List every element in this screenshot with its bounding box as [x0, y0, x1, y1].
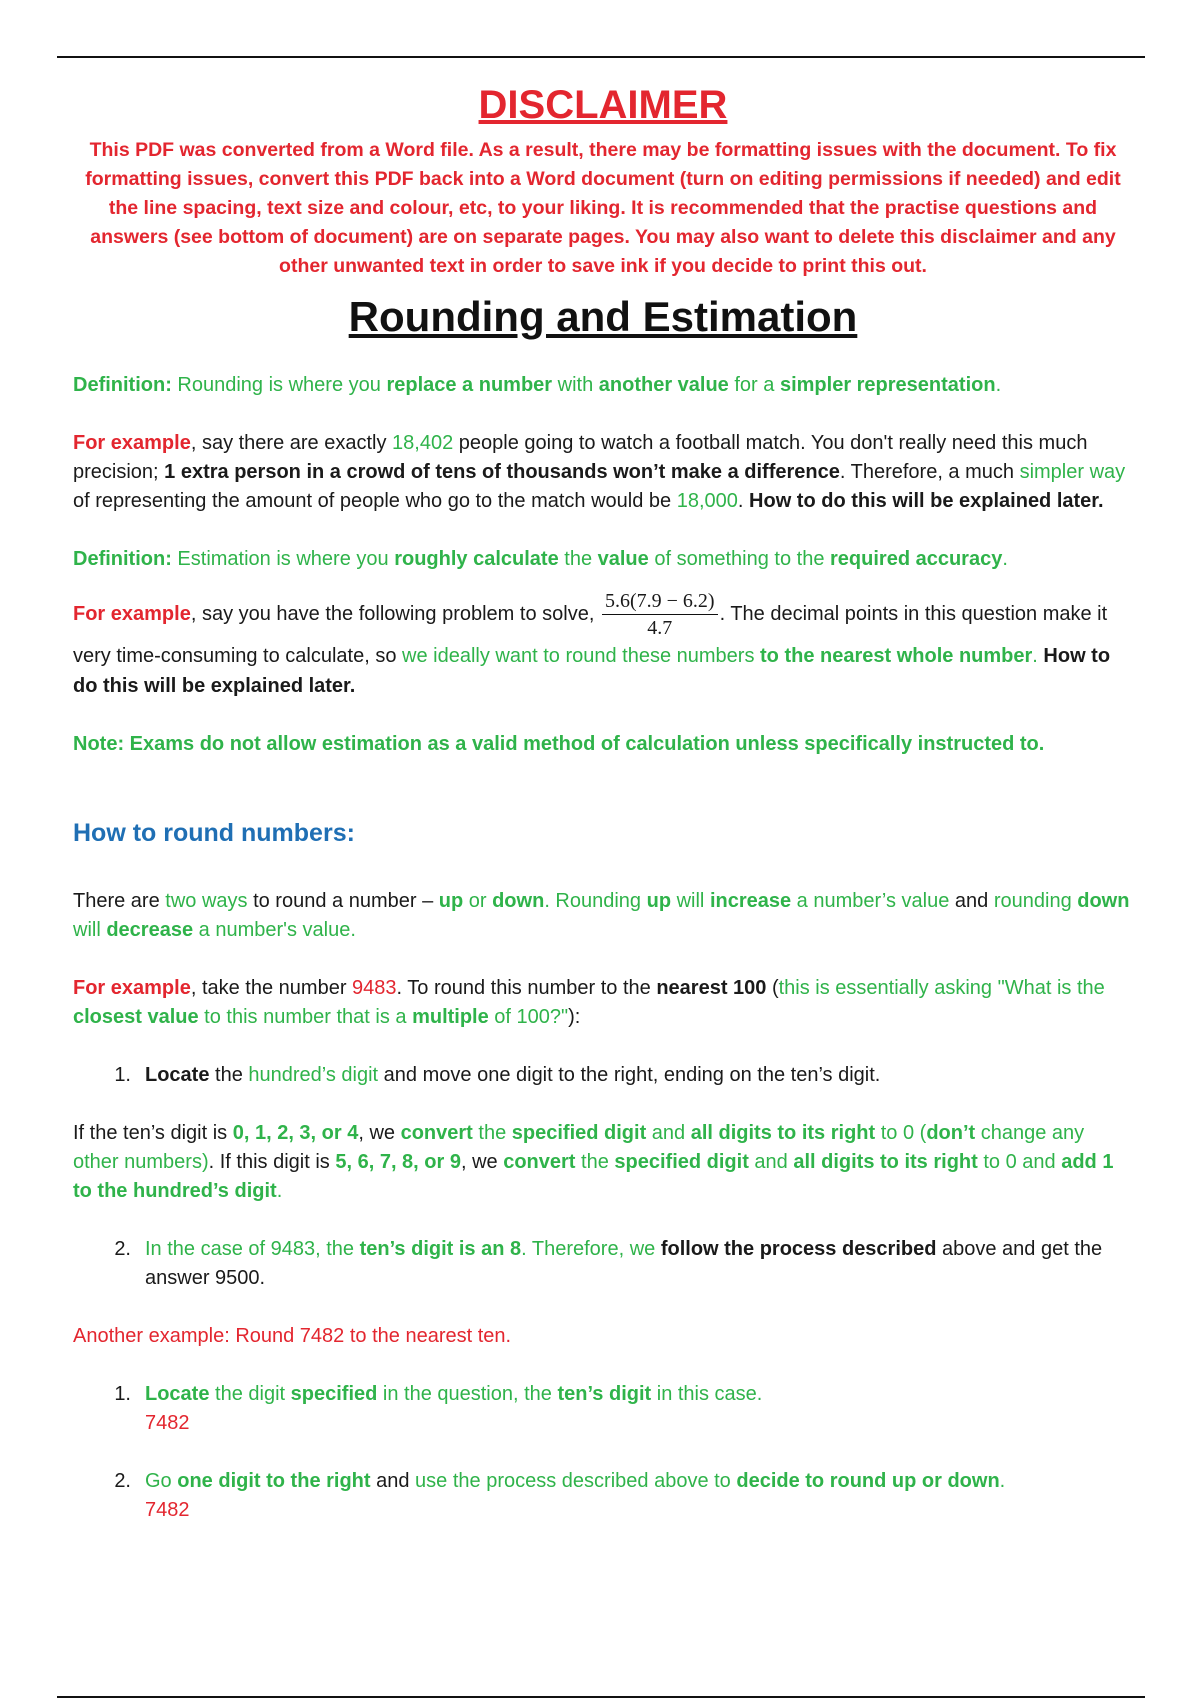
- text-run: ten’s digit is an 8: [359, 1238, 522, 1260]
- definition-text: of something to the: [648, 548, 831, 570]
- disclaimer-title: DISCLAIMER: [478, 83, 728, 127]
- definition-text: with: [552, 374, 599, 396]
- text-run: ten’s digit: [557, 1383, 652, 1405]
- example-text: .: [1032, 645, 1044, 667]
- text-run: to 0 and: [977, 1151, 1062, 1173]
- text-run: don’t: [926, 1122, 976, 1144]
- text-run: and: [370, 1470, 416, 1492]
- example-text: How to do this will be explained later.: [749, 490, 1104, 512]
- definition-text: roughly calculate: [394, 548, 559, 570]
- example-value: 7482: [145, 1499, 190, 1521]
- definition-label: Definition:: [73, 548, 172, 570]
- text-run: the: [472, 1122, 512, 1144]
- estimation-example: [73, 588, 1133, 701]
- definition-text: value: [597, 548, 649, 570]
- example-text: we ideally want to round these numbers: [402, 645, 761, 667]
- definition-text: replace a number: [386, 374, 553, 396]
- text-run: . If this digit is: [208, 1151, 336, 1173]
- text-run: the: [209, 1064, 249, 1086]
- example-text: multiple: [412, 1006, 489, 1028]
- definition-text: .: [995, 374, 1002, 396]
- list-item-text: [145, 1235, 1133, 1293]
- example-text: .: [737, 490, 750, 512]
- football-example: [73, 429, 1133, 516]
- definition-label: Definition:: [73, 374, 172, 396]
- text-run: in this case.: [651, 1383, 763, 1405]
- text-run: all digits to its right: [793, 1151, 978, 1173]
- estimation-definition: [73, 545, 1133, 574]
- list-number: 1.: [114, 1064, 131, 1086]
- text-run: will: [73, 919, 107, 941]
- fraction-denominator: 4.7: [647, 617, 673, 639]
- example-number: 18,000: [676, 490, 738, 512]
- text-run: convert: [400, 1122, 473, 1144]
- definition-text: another value: [598, 374, 729, 396]
- another-example: Another example: Round 7482 to the nearest ten.: [73, 1325, 512, 1347]
- text-run: in the question, the: [377, 1383, 558, 1405]
- example-text: this is essentially asking "What is the: [778, 977, 1105, 999]
- example-text: nearest 100: [656, 977, 767, 999]
- text-run: follow the process described: [660, 1238, 937, 1260]
- list-item-text: [145, 1061, 1133, 1090]
- text-run: a number's value.: [193, 919, 356, 941]
- text-run: change any other numbers): [73, 1122, 1085, 1173]
- section-heading: How to round numbers:: [73, 819, 355, 847]
- definition-text: Rounding is where you: [171, 374, 387, 396]
- text-run: to 0 (: [875, 1122, 927, 1144]
- text-run: In the case of 9483, the: [145, 1238, 360, 1260]
- text-run: down: [492, 890, 545, 912]
- text-run: hundred’s digit: [248, 1064, 379, 1086]
- example-text: people going to watch a football match. You don't really need this much precision;: [73, 432, 1088, 483]
- fraction-numerator: 5.6(7.9 − 6.2): [602, 588, 718, 615]
- example-text: to the nearest whole number: [760, 645, 1033, 667]
- list-item-text: [145, 1467, 1133, 1525]
- example-text: simpler way: [1019, 461, 1126, 483]
- text-run: specified digit: [614, 1151, 749, 1173]
- example-label: For example: [73, 977, 191, 999]
- text-run: decide to round up or down: [736, 1470, 1000, 1492]
- text-run: , we: [358, 1122, 401, 1144]
- text-run: If the ten’s digit is: [73, 1122, 233, 1144]
- text-run: . Rounding: [544, 890, 647, 912]
- bottom-rule: [57, 1696, 1145, 1698]
- text-run: use the process described above to: [415, 1470, 737, 1492]
- text-run: up: [646, 890, 672, 912]
- exam-note: Note: Exams do not allow estimation as a valid method of calculation unless specifically instructed to.: [73, 733, 1045, 755]
- list-item: [73, 1061, 1133, 1090]
- page-title: Rounding and Estimation: [348, 293, 858, 340]
- steps-list-2: [73, 1235, 1133, 1293]
- text-run: up: [438, 890, 464, 912]
- definition-text: simpler representation: [779, 374, 996, 396]
- text-run: Go: [145, 1470, 178, 1492]
- definition-text: Estimation is where you: [171, 548, 395, 570]
- document-page: [73, 60, 1133, 1525]
- definition-text: for a: [728, 374, 780, 396]
- example-text: to this number that is a: [198, 1006, 413, 1028]
- example-text: closest value: [73, 1006, 199, 1028]
- example-label: For example: [73, 432, 191, 454]
- text-run: There are: [73, 890, 166, 912]
- text-run: one digit to the right: [177, 1470, 371, 1492]
- list-number: 2.: [114, 1470, 131, 1492]
- text-run: above and get the answer 9500.: [145, 1238, 1103, 1289]
- fraction-expression: [602, 588, 718, 641]
- text-run: 0, 1, 2, 3, or 4: [232, 1122, 359, 1144]
- text-run: . Therefore, we: [521, 1238, 661, 1260]
- nearest-100-example: [73, 974, 1133, 1032]
- text-run: decrease: [106, 919, 194, 941]
- example-text: . Therefore, a much: [839, 461, 1020, 483]
- top-rule: [57, 56, 1145, 58]
- text-run: the: [575, 1151, 615, 1173]
- text-run: or: [463, 890, 493, 912]
- disclaimer-text: This PDF was converted from a Word file. As a result, there may be formatting issues with the document. To fix formatting issues, convert this PDF back into a Word document (turn on editing permissions if needed) and edit the line spacing, text size and colour, etc, to your liking. It is recommended that the practise questions and answers (see bottom of document) are on separate pages. You may also want to delete this disclaimer and any other unwanted text in order to save ink if you decide to print this out.: [85, 139, 1121, 277]
- example-text: . The decimal points in this question make it very time-consuming to calculate, so: [73, 602, 1108, 667]
- steps-list-3: [73, 1380, 1133, 1525]
- text-run: Locate: [145, 1383, 210, 1405]
- text-run: rounding: [993, 890, 1078, 912]
- example-text: of representing the amount of people who go to the match would be: [73, 490, 677, 512]
- text-run: specified digit: [511, 1122, 647, 1144]
- list-item: [73, 1467, 1133, 1525]
- text-run: convert: [503, 1151, 576, 1173]
- text-run: and: [949, 890, 994, 912]
- text-run: add 1 to the hundred’s digit: [73, 1151, 1114, 1202]
- example-value: 7482: [145, 1412, 190, 1434]
- rounding-definition: [73, 371, 1133, 400]
- text-run: Locate: [145, 1064, 210, 1086]
- text-run: to round a number –: [247, 890, 439, 912]
- text-run: specified: [290, 1383, 378, 1405]
- text-run: down: [1077, 890, 1130, 912]
- example-number: 18,402: [392, 432, 454, 454]
- text-run: and: [646, 1122, 691, 1144]
- text-run: 5, 6, 7, 8, or 9: [335, 1151, 461, 1173]
- example-text: ):: [568, 1006, 581, 1028]
- rounding-ways: [73, 887, 1133, 945]
- text-run: the digit: [209, 1383, 291, 1405]
- steps-list-1: [73, 1061, 1133, 1090]
- example-text: of 100?": [488, 1006, 569, 1028]
- example-text: How to do this will be explained later.: [73, 645, 1111, 697]
- definition-text: the: [558, 548, 598, 570]
- text-run: .: [999, 1470, 1006, 1492]
- list-item: [73, 1235, 1133, 1293]
- example-text: (: [766, 977, 779, 999]
- text-run: .: [276, 1180, 283, 1202]
- list-spacer: [73, 1438, 1133, 1467]
- rounding-rule: [73, 1119, 1133, 1206]
- text-run: two ways: [165, 890, 248, 912]
- example-text: , take the number: [190, 977, 353, 999]
- example-text: . To round this number to the: [396, 977, 657, 999]
- example-text: , say you have the following problem to solve,: [190, 602, 600, 625]
- definition-text: .: [1002, 548, 1008, 570]
- list-item-text: [145, 1380, 1133, 1438]
- text-run: a number’s value: [791, 890, 950, 912]
- list-item: [73, 1380, 1133, 1438]
- text-run: , we: [460, 1151, 504, 1173]
- example-number: 9483: [352, 977, 397, 999]
- text-run: and: [748, 1151, 794, 1173]
- list-number: 1.: [114, 1383, 131, 1405]
- list-number: 2.: [114, 1238, 131, 1260]
- example-label: For example: [73, 602, 191, 625]
- text-run: will: [671, 890, 710, 912]
- text-run: and move one digit to the right, ending on the ten’s digit.: [378, 1064, 881, 1086]
- example-text: , say there are exactly: [190, 432, 393, 454]
- definition-text: required accuracy: [830, 548, 1003, 570]
- text-run: all digits to its right: [690, 1122, 876, 1144]
- text-run: increase: [709, 890, 792, 912]
- example-text: 1 extra person in a crowd of tens of thousands won’t make a difference: [164, 461, 840, 483]
